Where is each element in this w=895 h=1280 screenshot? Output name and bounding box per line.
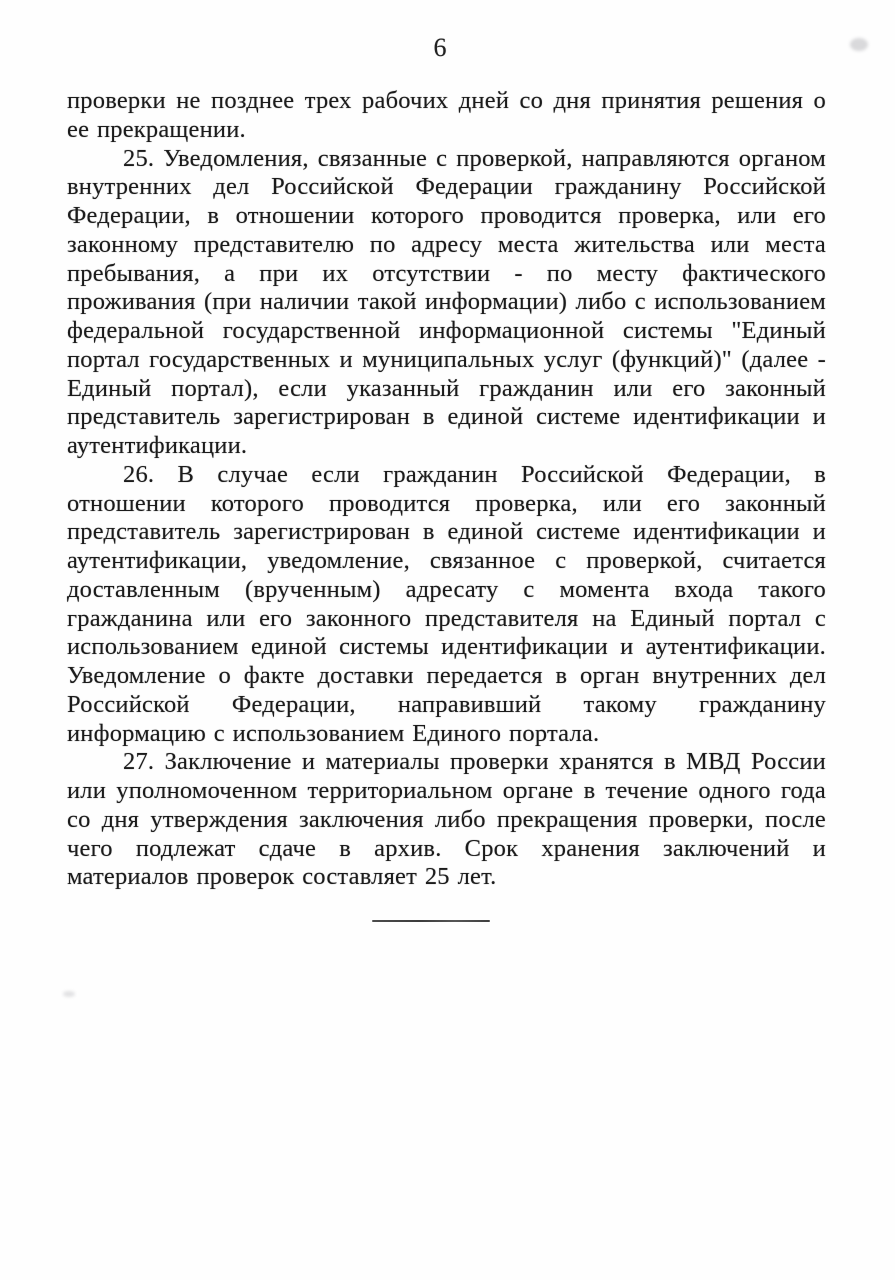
paragraph-26: 26. В случае если гражданин Российской Федерации, в отношении которого проводится проверка, или его законный представитель зарегистрирован в единой системе идентификации и аутентификации, уведомление, связанное с проверкой, считается доставленным (врученным) адресату с момента входа такого гражданина или его законного представителя на Единый портал с использованием единой системы идентификации и аутентификации. Уведомление о факте доставки передается в орган внутренних дел Российской Федерации, направивший такому гражданину информацию с использованием Единого портала. [67, 460, 826, 747]
page-number: 6 [433, 33, 447, 62]
scan-artifact-top-right [850, 38, 868, 51]
paragraph-continuation: проверки не позднее трех рабочих дней со дня принятия решения о ее прекращении. [67, 87, 826, 143]
paragraph-27: 27. Заключение и материалы проверки хранятся в МВД России или уполномоченном территориальном органе в течение одного года со дня утверждения заключения либо прекращения проверки, после чего подлежат сдаче в архив. Срок хранения заключений и материалов проверок составляет 25 лет. [67, 748, 826, 891]
scan-artifact-left-mid [63, 991, 75, 997]
document-text-block [67, 87, 826, 892]
section-end-divider [372, 920, 490, 922]
paragraph-25: 25. Уведомления, связанные с проверкой, направляются органом внутренних дел Российской Федерации гражданину Российской Федерации, в отношении которого проводится проверка, или его законному представителю по адресу места жительства или места пребывания, а при их отсутствии - по месту фактического проживания (при наличии такой информации) либо с использованием федеральной государственной информационной системы "Единый портал государственных и муниципальных услуг (функций)" (далее - Единый портал), если указанный гражданин или его законный представитель зарегистрирован в единой системе идентификации и аутентификации. [67, 144, 826, 459]
